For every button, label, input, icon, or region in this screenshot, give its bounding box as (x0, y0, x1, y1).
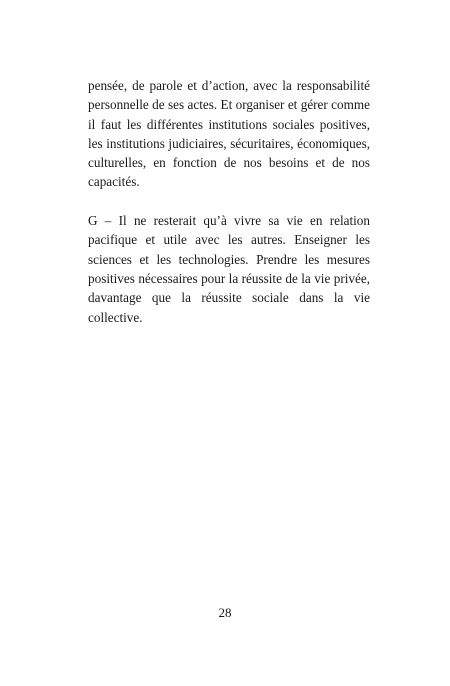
body-text (88, 76, 370, 327)
paragraph-continuation: pensée, de parole et d’action, avec la responsabilité personnelle de ses actes. Et organiser et gérer comme il faut les différentes institutions sociales positives, les institutions judiciaires, sécuritaires, économiques, culturelles, en fonction de nos besoins et de nos capacités. (88, 78, 370, 190)
page-number: 28 (218, 605, 232, 620)
paragraph-g: G – Il ne resterait qu’à vivre sa vie en relation pacifique et utile avec les autres. Enseigner les sciences et les technologies. Prendre les mesures positives nécessaires pour la réussite de la vie privée, davantage que la réussite sociale dans la vie collective. (88, 213, 370, 325)
